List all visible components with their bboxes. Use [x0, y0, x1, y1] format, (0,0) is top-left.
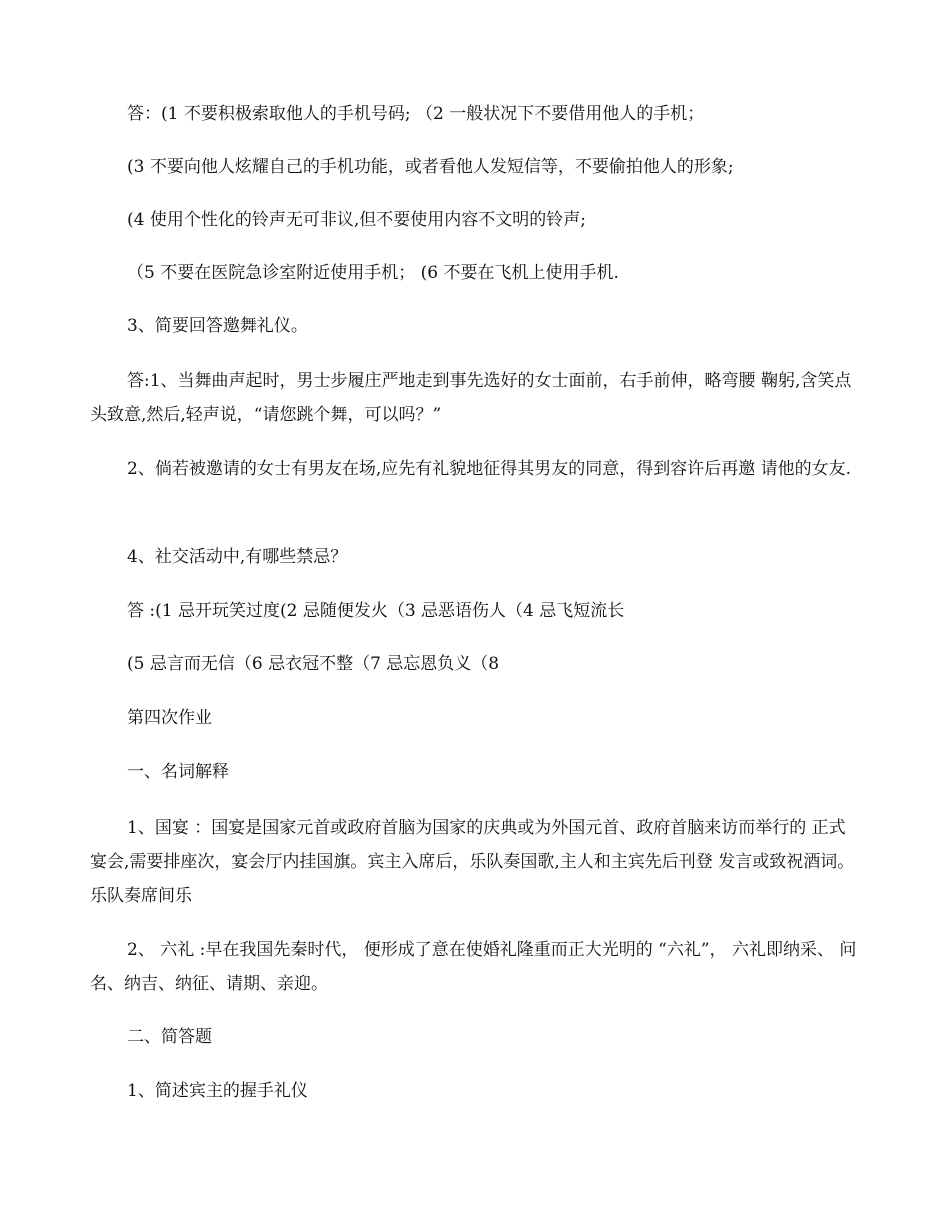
term-2-six-rites: 2、 六礼 :早在我国先秦时代， 便形成了意在使婚礼隆重而正大光明的 “六礼”， 六礼即纳采、 问名、纳吉、纳征、请期、亲迎。	[90, 940, 857, 994]
question-4: 4、社交活动中,有哪些禁忌？	[127, 547, 348, 567]
term-1-state-banquet: 1、国宴 ：国宴是国家元首或政府首脑为国家的庆典或为外国元首、政府首脑来访而举行的 正式宴会,需要排座次，宴会厅内挂国旗。宾主入席后，乐队奏国歌,主人和主宾先后刊登 发言或致祝酒词。乐队奏席间乐	[90, 818, 855, 906]
answer-3-paragraph-2: 2、倘若被邀请的女士有男友在场,应先有礼貌地征得其男友的同意，得到容许后再邀 请他的女友.	[127, 459, 852, 479]
answer-4-line-1: 答 :(1 忌开玩笑过度(2 忌随便发火（3 忌恶语伤人（4 忌飞短流长	[127, 601, 625, 621]
section-heading-term-explanation: 一、名词解释	[127, 762, 229, 782]
question-3: 3、简要回答邀舞礼仪。	[127, 316, 308, 336]
answer-2-line-1: 答：(1 不要积极索取他人的手机号码; （2 一般状况下不要借用他人的手机；	[127, 104, 705, 124]
answer-2-line-4: （5 不要在医院急诊室附近使用手机； (6 不要在飞机上使用手机.	[127, 263, 619, 283]
section-heading-assignment-4: 第四次作业	[127, 708, 212, 728]
answer-4-line-2: (5 忌言而无信（6 忌衣冠不整（7 忌忘恩负义（8	[127, 654, 500, 674]
section-heading-short-answer: 二、简答题	[127, 1027, 212, 1047]
answer-3-paragraph-1: 答:1、当舞曲声起时，男士步履庄严地走到事先选好的女士面前，右手前伸，略弯腰 鞠躬,含笑点头致意,然后,轻声说，“请您跳个舞，可以吗？”	[90, 371, 852, 425]
short-answer-question-1: 1、简述宾主的握手礼仪	[127, 1081, 308, 1101]
answer-2-line-3: (4 使用个性化的铃声无可非议,但不要使用内容不文明的铃声;	[127, 210, 586, 230]
answer-2-line-2: (3 不要向他人炫耀自己的手机功能，或者看他人发短信等，不要偷拍他人的形象;	[127, 157, 734, 177]
